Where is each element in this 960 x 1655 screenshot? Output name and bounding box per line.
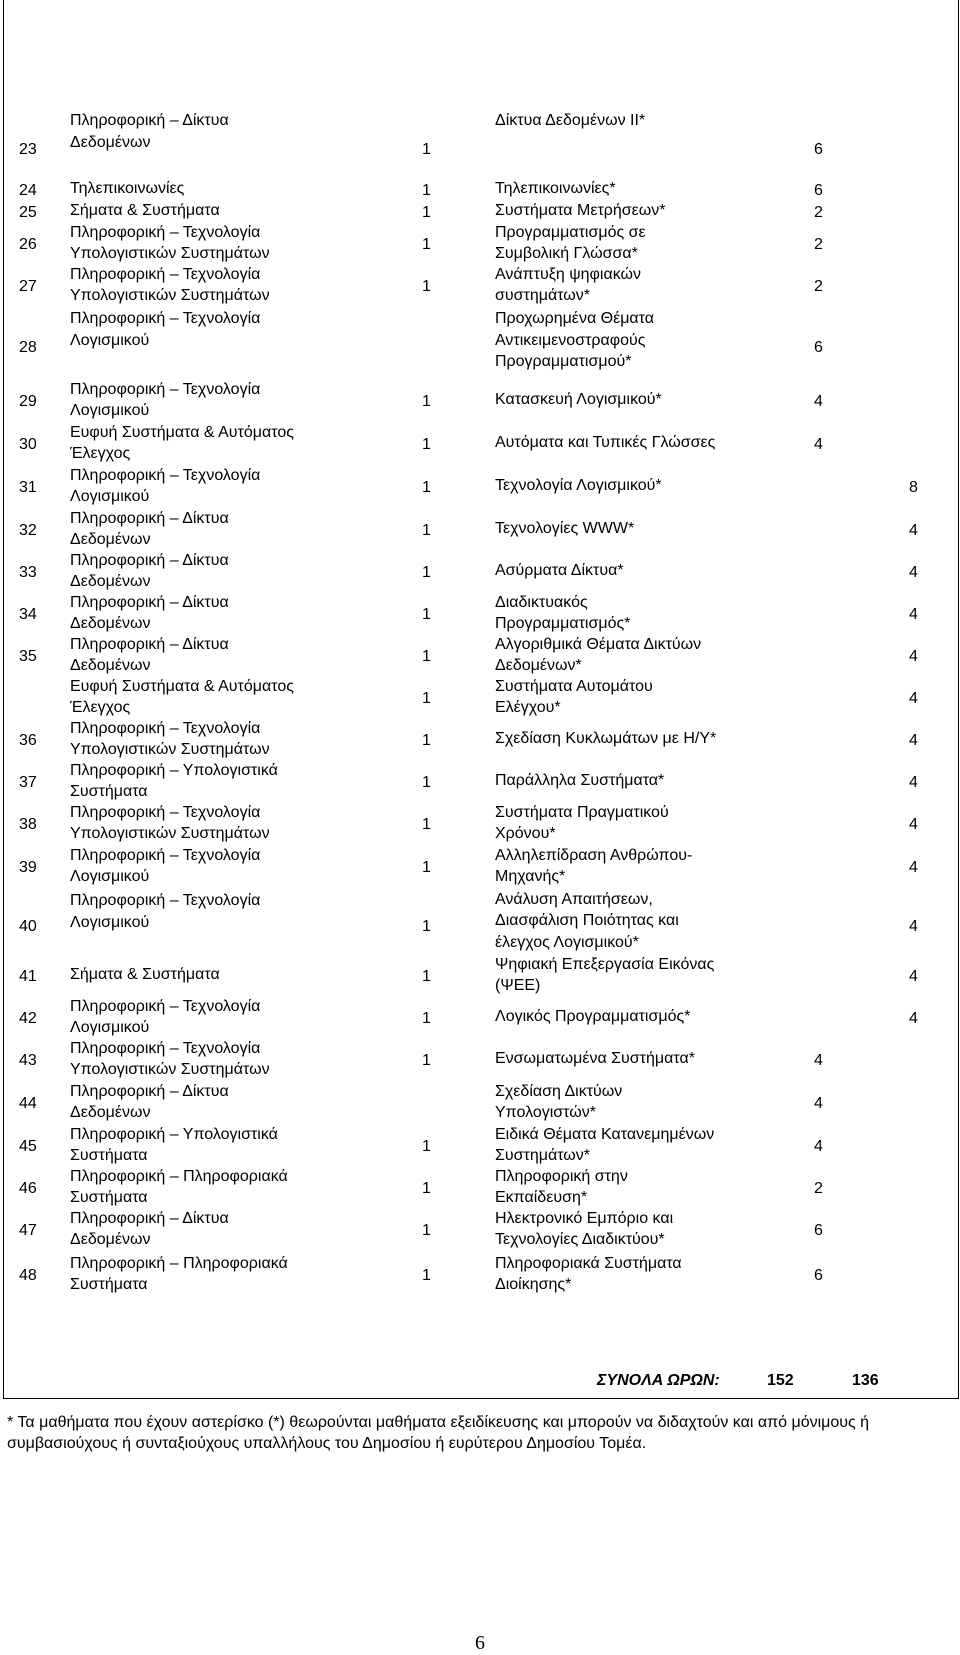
table-row (4, 464, 958, 508)
hours-cell-1: 1 (422, 816, 431, 834)
row-number: 43 (19, 1052, 37, 1070)
row-number: 41 (19, 968, 37, 986)
table-row (4, 110, 958, 178)
specialty-cell: Πληροφορική – Υπολογιστικά Συστήματα (70, 761, 278, 800)
hours-cell-2: 6 (814, 141, 823, 159)
row-number: 25 (19, 204, 37, 222)
row-number: 48 (19, 1267, 37, 1285)
subject-cell: Πληροφοριακά Συστήματα Διοίκησης* (495, 1254, 682, 1293)
hours-cell-1: 1 (422, 479, 431, 497)
specialty-cell: Πληροφορική – Πληροφοριακά Συστήματα (70, 1167, 288, 1206)
specialty-cell: Ευφυή Συστήματα & Αυτόματος Έλεγχος (70, 423, 294, 462)
hours-cell-2: 4 (814, 436, 823, 454)
table-row (4, 760, 958, 802)
specialty-cell: Πληροφορική – Δίκτυα Δεδομένων (70, 593, 229, 632)
table-row (4, 1124, 958, 1166)
table-row (4, 378, 958, 422)
row-number: 31 (19, 479, 37, 497)
specialty-cell: Πληροφορική – Τεχνολογία Υπολογιστικών Συστημάτων (70, 223, 270, 262)
subject-cell: Ηλεκτρονικό Εμπόριο και Τεχνολογίες Διαδικτύου* (495, 1209, 674, 1248)
hours-cell-1: 1 (422, 859, 431, 877)
hours-cell-2: 2 (814, 236, 823, 254)
table-row (4, 1208, 958, 1250)
table-row (4, 1166, 958, 1208)
table-row (4, 1250, 958, 1298)
totals-hours-a: 152 (767, 1372, 794, 1389)
subject-cell: Ψηφιακή Επεξεργασία Εικόνας (ΨΕΕ) (495, 955, 715, 994)
hours-cell-1: 1 (422, 236, 431, 254)
page-number: 6 (475, 1632, 485, 1654)
table-row (4, 802, 958, 844)
hours-cell-2: 6 (814, 1222, 823, 1240)
subject-cell: Παράλληλα Συστήματα* (495, 772, 665, 790)
row-number: 46 (19, 1180, 37, 1198)
hours-cell-1: 1 (422, 774, 431, 792)
table-row (4, 888, 958, 954)
subject-cell: Αυτόματα και Τυπικές Γλώσσες (495, 434, 716, 452)
hours-cell-1: 1 (422, 606, 431, 624)
row-number: 24 (19, 182, 37, 200)
row-number: 47 (19, 1222, 37, 1240)
specialty-cell: Πληροφορική – Τεχνολογία Υπολογιστικών Συστημάτων (70, 803, 270, 842)
specialty-cell: Πληροφορική – Τεχνολογία Λογισμικού (70, 310, 261, 349)
specialty-cell: Πληροφορική – Τεχνολογία Λογισμικού (70, 380, 261, 419)
hours-cell-1: 1 (422, 1267, 431, 1285)
table-row (4, 178, 958, 200)
hours-cell-1: 1 (422, 204, 431, 222)
subject-cell: Συστήματα Αυτομάτου Ελέγχου* (495, 677, 653, 716)
subject-cell: Τηλεπικοινωνίες* (495, 180, 616, 198)
hours-cell-2: 4 (814, 1095, 823, 1113)
hours-cell-1: 1 (422, 278, 431, 296)
subject-cell: Δίκτυα Δεδομένων ΙΙ* (495, 112, 646, 129)
table-row (4, 550, 958, 592)
hours-cell-2: 2 (814, 278, 823, 296)
specialty-cell: Πληροφορική – Τεχνολογία Υπολογιστικών Συστημάτων (70, 719, 270, 758)
subject-cell: Ανάπτυξη ψηφιακών συστημάτων* (495, 265, 642, 304)
specialty-cell: Πληροφορική – Τεχνολογία Υπολογιστικών Συστημάτων (70, 265, 270, 304)
hours-cell-1: 1 (422, 1222, 431, 1240)
hours-cell-1: 1 (422, 1138, 431, 1156)
table-row (4, 844, 958, 888)
hours-cell-2: 2 (814, 204, 823, 222)
subject-cell: Ενσωματωμένα Συστήματα* (495, 1050, 695, 1068)
specialty-cell: Πληροφορική – Δίκτυα Δεδομένων (70, 112, 229, 151)
hours-cell-3: 4 (909, 690, 918, 708)
subject-cell: Σχεδίαση Κυκλωμάτων με Η/Υ* (495, 730, 717, 748)
subject-cell: Αλγοριθμικά Θέματα Δικτύων Δεδομένων* (495, 635, 702, 674)
table-row (4, 996, 958, 1038)
hours-cell-2: 4 (814, 1138, 823, 1156)
table-row (4, 200, 958, 222)
specialty-cell: Πληροφορική – Δίκτυα Δεδομένων (70, 635, 229, 674)
table-row (4, 676, 958, 718)
hours-cell-3: 4 (909, 1010, 918, 1028)
hours-cell-1: 1 (422, 564, 431, 582)
subject-cell: Πληροφορική στην Εκπαίδευση* (495, 1167, 628, 1206)
hours-cell-1: 1 (422, 1010, 431, 1028)
table-row (4, 422, 958, 464)
footnote: * Τα μαθήματα που έχουν αστερίσκο (*) θεωρούνται μαθήματα εξειδίκευσης και μπορούν να διδαχτούν και από μόνιμους ή συμβασιούχους ή συνταξιούχους υπαλλήλους του Δημοσίου ή ευρύτερου Δημοσίου Τομέα. (7, 1414, 870, 1452)
hours-cell-1: 1 (422, 141, 431, 159)
specialty-cell: Πληροφορική – Τεχνολογία Λογισμικού (70, 892, 261, 931)
hours-cell-1: 1 (422, 918, 431, 936)
table-row (4, 954, 958, 996)
subject-cell: Συστήματα Πραγματικού Χρόνου* (495, 803, 669, 842)
row-number: 39 (19, 859, 37, 877)
hours-table (3, 0, 959, 1399)
table-row (4, 1080, 958, 1124)
hours-cell-3: 4 (909, 522, 918, 540)
specialty-cell: Πληροφορική – Δίκτυα Δεδομένων (70, 551, 229, 590)
hours-cell-1: 1 (422, 182, 431, 200)
specialty-cell: Πληροφορική – Τεχνολογία Λογισμικού (70, 997, 261, 1036)
totals-label: ΣΥΝΟΛΑ ΩΡΩΝ: (597, 1372, 720, 1389)
hours-cell-3: 8 (909, 479, 918, 497)
hours-cell-3: 4 (909, 774, 918, 792)
hours-cell-2: 4 (814, 393, 823, 411)
row-number: 30 (19, 436, 37, 454)
hours-cell-3: 4 (909, 732, 918, 750)
hours-cell-1: 1 (422, 393, 431, 411)
subject-cell: Λογικός Προγραμματισμός* (495, 1008, 691, 1026)
specialty-cell: Πληροφορική – Υπολογιστικά Συστήματα (70, 1125, 278, 1164)
hours-cell-1: 1 (422, 1052, 431, 1070)
hours-cell-3: 4 (909, 648, 918, 666)
hours-cell-2: 6 (814, 1267, 823, 1285)
subject-cell: Σχεδίαση Δικτύων Υπολογιστών* (495, 1082, 623, 1121)
row-number: 40 (19, 918, 37, 936)
hours-cell-2: 6 (814, 339, 823, 357)
subject-cell: Αλληλεπίδραση Ανθρώπου- Μηχανής* (495, 846, 693, 885)
specialty-cell: Πληροφορική – Τεχνολογία Λογισμικού (70, 846, 261, 885)
totals-hours-b: 136 (852, 1372, 879, 1389)
subject-cell: Προχωρημένα Θέματα Αντικειμενοστραφούς Προγραμματισμού* (495, 310, 655, 370)
row-number: 45 (19, 1138, 37, 1156)
subject-cell: Διαδικτυακός Προγραμματισμός* (495, 593, 631, 632)
hours-cell-3: 4 (909, 606, 918, 624)
specialty-cell: Πληροφορική – Δίκτυα Δεδομένων (70, 1209, 229, 1248)
table-row (4, 718, 958, 760)
row-number: 23 (19, 141, 37, 159)
specialty-cell: Σήματα & Συστήματα (70, 966, 220, 984)
row-number: 29 (19, 393, 37, 411)
row-number: 38 (19, 816, 37, 834)
table-row (4, 634, 958, 676)
specialty-cell: Πληροφορική – Τεχνολογία Υπολογιστικών Συστημάτων (70, 1039, 270, 1078)
subject-cell: Ειδικά Θέματα Κατανεμημένων Συστημάτων* (495, 1125, 715, 1164)
row-number: 34 (19, 606, 37, 624)
subject-cell: Τεχνολογίες WWW* (495, 520, 635, 538)
hours-cell-1: 1 (422, 1180, 431, 1198)
hours-cell-1: 1 (422, 648, 431, 666)
row-number: 37 (19, 774, 37, 792)
hours-cell-1: 1 (422, 436, 431, 454)
subject-cell: Ασύρματα Δίκτυα* (495, 562, 624, 580)
specialty-cell: Πληροφορική – Δίκτυα Δεδομένων (70, 509, 229, 548)
hours-cell-3: 4 (909, 564, 918, 582)
table-row (4, 222, 958, 264)
table-row (4, 592, 958, 634)
table-row (4, 306, 958, 378)
hours-cell-2: 4 (814, 1052, 823, 1070)
row-number: 32 (19, 522, 37, 540)
hours-cell-1: 1 (422, 732, 431, 750)
subject-cell: Συστήματα Μετρήσεων* (495, 202, 666, 220)
specialty-cell: Ευφυή Συστήματα & Αυτόματος Έλεγχος (70, 677, 294, 716)
table-row (4, 264, 958, 306)
hours-cell-1: 1 (422, 690, 431, 708)
specialty-cell: Σήματα & Συστήματα (70, 202, 220, 220)
row-number: 44 (19, 1095, 37, 1113)
row-number: 28 (19, 339, 37, 357)
hours-cell-3: 4 (909, 859, 918, 877)
hours-cell-1: 1 (422, 522, 431, 540)
specialty-cell: Πληροφορική – Τεχνολογία Λογισμικού (70, 466, 261, 505)
subject-cell: Προγραμματισμός σε Συμβολική Γλώσσα* (495, 223, 646, 262)
subject-cell: Ανάλυση Απαιτήσεων, Διασφάλιση Ποιότητας και έλεγχος Λογισμικού* (495, 890, 679, 951)
specialty-cell: Πληροφορική – Πληροφοριακά Συστήματα (70, 1254, 288, 1293)
row-number: 27 (19, 278, 37, 296)
hours-cell-1: 1 (422, 968, 431, 986)
hours-cell-3: 4 (909, 816, 918, 834)
row-number: 36 (19, 732, 37, 750)
hours-cell-2: 6 (814, 182, 823, 200)
hours-cell-3: 4 (909, 918, 918, 936)
subject-cell: Κατασκευή Λογισμικού* (495, 391, 662, 409)
table-row (4, 1038, 958, 1080)
hours-cell-2: 2 (814, 1180, 823, 1198)
row-number: 35 (19, 648, 37, 666)
table-row (4, 508, 958, 550)
row-number: 42 (19, 1010, 37, 1028)
specialty-cell: Τηλεπικοινωνίες (70, 180, 185, 198)
row-number: 33 (19, 564, 37, 582)
hours-cell-3: 4 (909, 968, 918, 986)
specialty-cell: Πληροφορική – Δίκτυα Δεδομένων (70, 1082, 229, 1121)
row-number: 26 (19, 236, 37, 254)
subject-cell: Τεχνολογία Λογισμικού* (495, 477, 662, 495)
